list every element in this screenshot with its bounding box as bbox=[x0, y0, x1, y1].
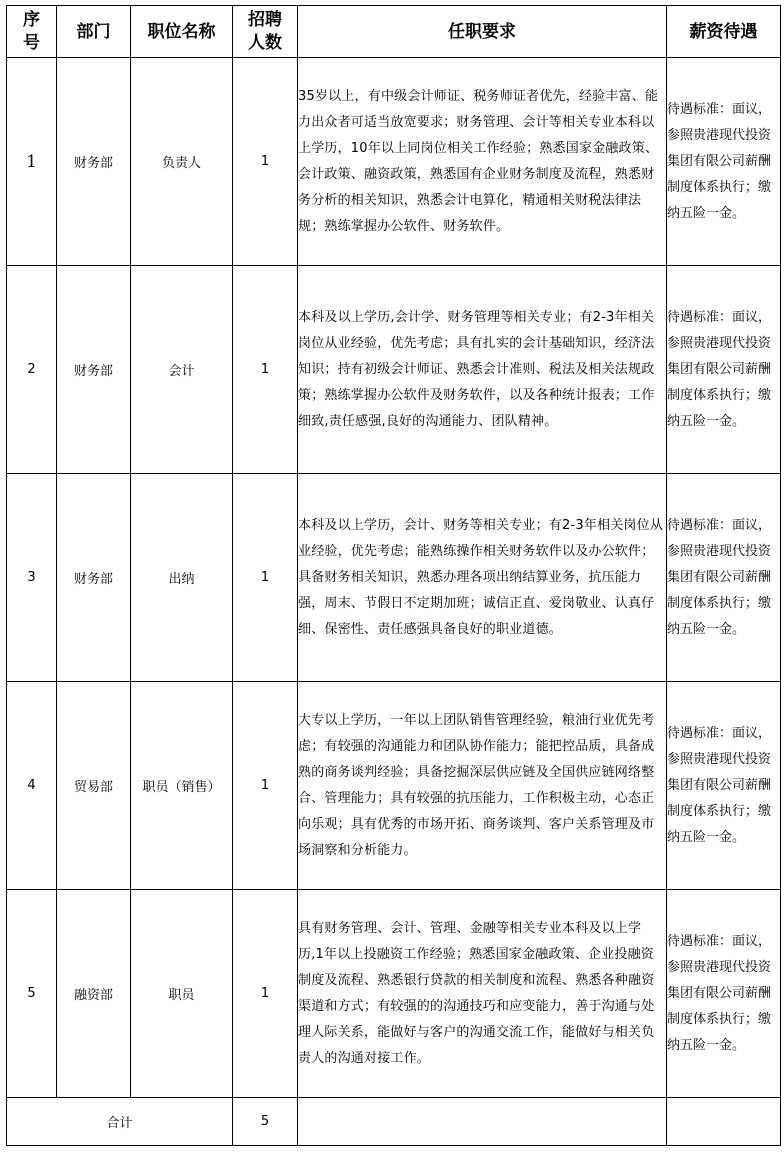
header-seq: 序号 bbox=[7, 6, 57, 58]
table-row bbox=[7, 890, 781, 1098]
cell-dept: 贸易部 bbox=[57, 682, 131, 890]
total-count: 5 bbox=[233, 1098, 298, 1146]
cell-dept: 融资部 bbox=[57, 890, 131, 1098]
cell-requirements: 本科及以上学历,会计学、财务管理等相关专业；有2-3年相关岗位从业经验，优先考虑；具有扎实的会计基础知识，经济法知识；持有初级会计师证、熟悉会计准则、税法及相关法规政策；熟练掌握办公软件及财务软件，以及各种统计报表；工作细致,责任感强,良好的沟通能力、团队精神。 bbox=[298, 266, 667, 474]
header-row bbox=[7, 6, 781, 58]
cell-salary: 待遇标准：面议，参照贵港现代投资集团有限公司薪酬制度体系执行；缴纳五险一金。 bbox=[667, 474, 781, 682]
cell-position: 职员 bbox=[131, 890, 233, 1098]
cell-requirements: 本科及以上学历，会计、财务等相关专业；有2-3年相关岗位从业经验，优先考虑；能熟练操作相关财务软件以及办公软件；具备财务相关知识，熟悉办理各项出纳结算业务，抗压能力强，周末、节假日不定期加班；诚信正直、爱岗敬业、认真仔细、保密性、责任感强具备良好的职业道德。 bbox=[298, 474, 667, 682]
cell-seq: 4 bbox=[7, 682, 57, 890]
cell-salary: 待遇标准：面议，参照贵港现代投资集团有限公司薪酬制度体系执行；缴纳五险一金。 bbox=[667, 682, 781, 890]
total-requirements-empty bbox=[298, 1098, 667, 1146]
cell-position: 会计 bbox=[131, 266, 233, 474]
cell-salary: 待遇标准：面议，参照贵港现代投资集团有限公司薪酬制度体系执行；缴纳五险一金。 bbox=[667, 58, 781, 266]
cell-requirements: 35岁以上，有中级会计师证、税务师证者优先，经验丰富、能力出众者可适当放宽要求；财务管理、会计等相关专业本科以上学历，10年以上同岗位相关工作经验；熟悉国家金融政策、会计政策、融资政策，熟悉国有企业财务制度及流程，熟悉财务分析的相关知识，熟悉会计电算化，精通相关财税法律法规；熟练掌握办公软件、财务软件。 bbox=[298, 58, 667, 266]
total-label: 合计 bbox=[7, 1098, 233, 1146]
table-row bbox=[7, 474, 781, 682]
cell-seq: 2 bbox=[7, 266, 57, 474]
total-row bbox=[7, 1098, 781, 1146]
cell-position: 职员（销售） bbox=[131, 682, 233, 890]
header-salary: 薪资待遇 bbox=[667, 6, 781, 58]
table-row bbox=[7, 58, 781, 266]
cell-dept: 财务部 bbox=[57, 266, 131, 474]
total-salary-empty bbox=[667, 1098, 781, 1146]
header-position: 职位名称 bbox=[131, 6, 233, 58]
cell-count: 1 bbox=[233, 890, 298, 1098]
header-count: 招聘人数 bbox=[233, 6, 298, 58]
cell-requirements: 具有财务管理、会计、管理、金融等相关专业本科及以上学历,1年以上投融资工作经验；熟悉国家金融政策、企业投融资制度及流程、熟悉银行贷款的相关制度和流程、熟悉各种融资渠道和方式；有较强的的沟通技巧和应变能力，善于沟通与处理人际关系，能做好与客户的沟通交流工作，能做好与相关负责人的沟通对接工作。 bbox=[298, 890, 667, 1098]
cell-seq: 3 bbox=[7, 474, 57, 682]
cell-count: 1 bbox=[233, 682, 298, 890]
table-row bbox=[7, 682, 781, 890]
cell-position: 负责人 bbox=[131, 58, 233, 266]
header-requirements: 任职要求 bbox=[298, 6, 667, 58]
cell-dept: 财务部 bbox=[57, 58, 131, 266]
cell-dept: 财务部 bbox=[57, 474, 131, 682]
cell-seq: 1 bbox=[7, 58, 57, 266]
cell-salary: 待遇标准：面议，参照贵港现代投资集团有限公司薪酬制度体系执行；缴纳五险一金。 bbox=[667, 266, 781, 474]
recruitment-table bbox=[6, 5, 781, 1146]
header-dept: 部门 bbox=[57, 6, 131, 58]
cell-position: 出纳 bbox=[131, 474, 233, 682]
cell-salary: 待遇标准：面议，参照贵港现代投资集团有限公司薪酬制度体系执行；缴纳五险一金。 bbox=[667, 890, 781, 1098]
table-row bbox=[7, 266, 781, 474]
cell-count: 1 bbox=[233, 58, 298, 266]
cell-requirements: 大专以上学历，一年以上团队销售管理经验，粮油行业优先考虑；有较强的沟通能力和团队协作能力；能把控品质，具备成熟的商务谈判经验；具备挖掘深层供应链及全国供应链网络整合、管理能力；具有较强的抗压能力，工作积极主动，心态正向乐观；具有优秀的市场开拓、商务谈判、客户关系管理及市场洞察和分析能力。 bbox=[298, 682, 667, 890]
cell-count: 1 bbox=[233, 474, 298, 682]
cell-count: 1 bbox=[233, 266, 298, 474]
cell-seq: 5 bbox=[7, 890, 57, 1098]
